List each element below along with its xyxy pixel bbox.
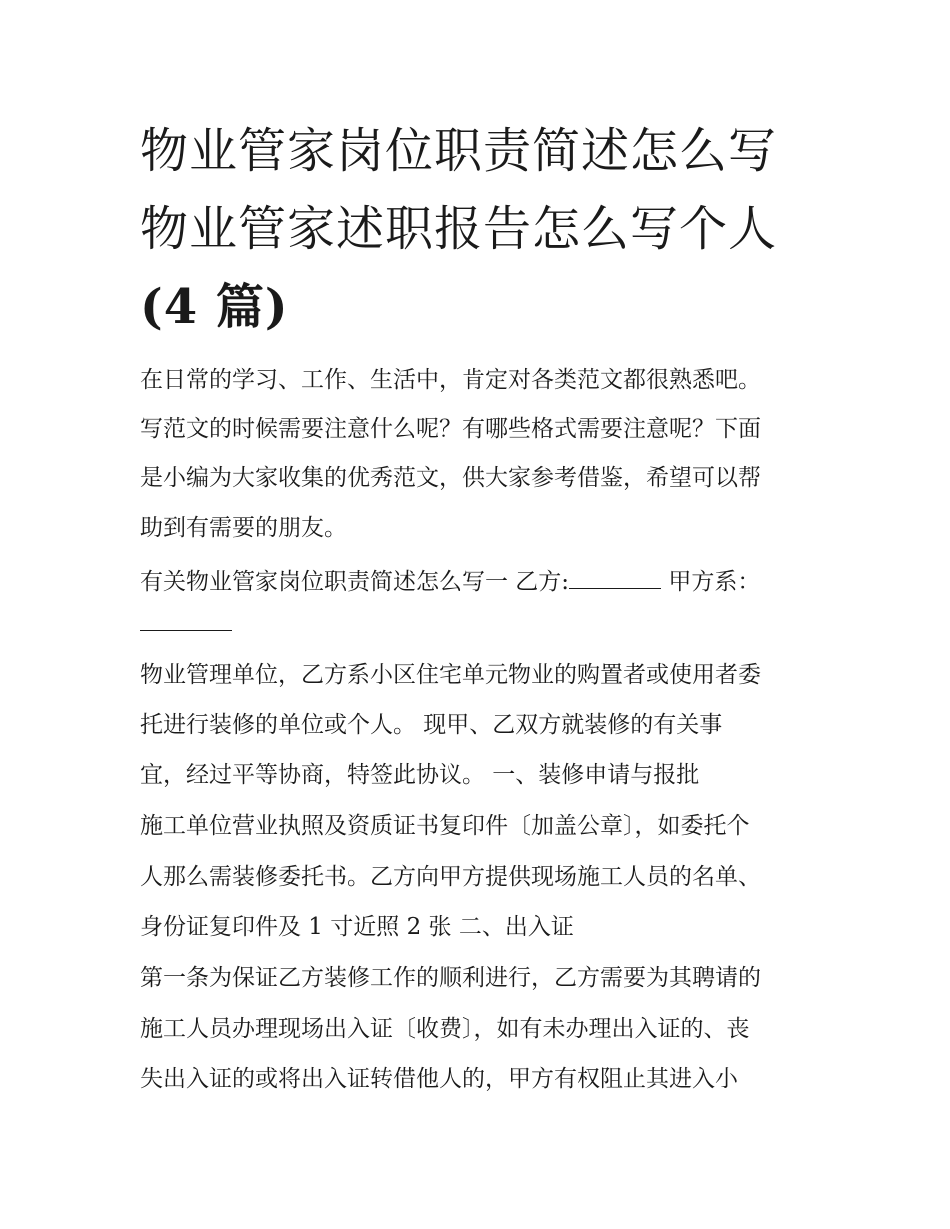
document-title (140, 112, 840, 346)
intro-line-2: 写范文的时候需要注意什么呢？有哪些格式需要注意呢？下面 (140, 416, 761, 442)
party-b-blank (569, 566, 661, 589)
body-line-4: 施工单位营业执照及资质证书复印件〔加盖公章〕，如委托个 (140, 813, 750, 839)
intro-line-1: 在日常的学习、工作、生活中，肯定对各类范文都很熟悉吧。 (140, 367, 761, 393)
body-line-6: 身份证复印件及 1 寸近照 2 张 二、出入证 (140, 914, 574, 940)
party-a-blank (140, 608, 232, 631)
intro-line-3: 是小编为大家收集的优秀范文，供大家参考借鉴，希望可以帮 (140, 465, 761, 491)
body-line-3: 宜，经过平等协商，特签此协议。 一、装修申请与报批 (140, 762, 700, 788)
body-line-9: 失出入证的或将出入证转借他人的，甲方有权阻止其进入小 (140, 1066, 738, 1092)
body-line-2: 托进行装修的单位或个人。 现甲、乙双方就装修的有关事 (140, 712, 723, 738)
title-line-2: 物业管家述职报告怎么写个人 (140, 201, 778, 257)
party-a-blank-line (140, 608, 830, 639)
body-line-7: 第一条为保证乙方装修工作的顺利进行，乙方需要为其聘请的 (140, 965, 761, 991)
intro-line-4: 助到有需要的朋友。 (140, 515, 347, 541)
title-line-3: (4 篇) (140, 279, 289, 335)
section-heading (140, 566, 830, 597)
title-line-1: 物业管家岗位职责简述怎么写 (140, 123, 778, 179)
body-line-1: 物业管理单位，乙方系小区住宅单元物业的购置者或使用者委 (140, 662, 761, 688)
body-line-8: 施工人员办理现场出入证〔收费〕，如有未办理出入证的、丧 (140, 1016, 750, 1042)
section-heading-text-b: 甲方系： (661, 569, 761, 595)
section-heading-text-a: 有关物业管家岗位职责简述怎么写一 乙方: (140, 569, 570, 595)
body-line-5: 人那么需装修委托书。乙方向甲方提供现场施工人员的名单、 (140, 864, 761, 890)
